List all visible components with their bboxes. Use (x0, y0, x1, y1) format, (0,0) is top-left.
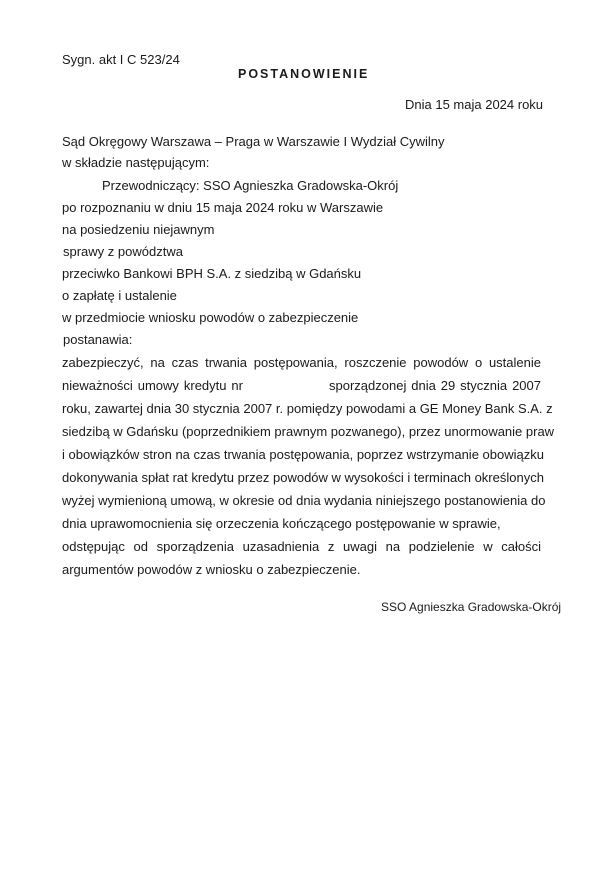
hearing-date-line: po rozpoznaniu w dniu 15 maja 2024 roku w Warszawie (62, 200, 384, 215)
composition-line: w składzie następującym: (62, 155, 210, 170)
defendant-line: przeciwko Bankowi BPH S.A. z siedzibą w Gdańsku (62, 266, 362, 281)
court-name-line: Sąd Okręgowy Warszawa – Praga w Warszawie I Wydział Cywilny (62, 134, 445, 149)
decides-line: postanawia: (63, 332, 133, 347)
judge-signature: SSO Agnieszka Gradowska-Okrój (381, 600, 562, 614)
document-title: POSTANOWIENIE (238, 67, 370, 81)
ruling-line: roku, zawartej dnia 30 stycznia 2007 r. pomiędzy powodami a GE Money Bank S.A. z (62, 401, 553, 416)
ruling-line: dokonywania spłat rat kredytu przez powodów w wysokości i terminach określonych (62, 470, 544, 485)
session-type-line: na posiedzeniu niejawnym (62, 222, 215, 237)
date-line: Dnia 15 maja 2024 roku (405, 97, 544, 112)
ruling-text-fragment: sporządzonej dnia 29 stycznia 2007 (329, 378, 541, 393)
ruling-line: wyżej wymienioną umową, w okresie od dnia wydania niniejszego postanowienia do (62, 493, 546, 508)
claim-line: sprawy z powództwa (63, 244, 183, 259)
case-signature: Sygn. akt I C 523/24 (62, 52, 180, 67)
presiding-judge-line: Przewodniczący: SSO Agnieszka Gradowska-Okrój (102, 178, 399, 193)
ruling-line (62, 378, 541, 394)
ruling-line: argumentów powodów z wniosku o zabezpieczenie. (62, 562, 361, 577)
ruling-line: i obowiązków stron na czas trwania postępowania, poprzez wstrzymanie obowiązku (62, 447, 544, 462)
ruling-text-fragment: nieważności umowy kredytu nr (62, 378, 243, 393)
motion-line: w przedmiocie wniosku powodów o zabezpieczenie (62, 310, 359, 325)
ruling-line: siedzibą w Gdańsku (poprzednikiem prawnym pozwanego), przez unormowanie praw (62, 424, 555, 439)
ruling-line: dnia uprawomocnienia się orzeczenia kończącego postępowanie w sprawie, (62, 516, 501, 531)
subject-line: o zapłatę i ustalenie (62, 288, 177, 303)
ruling-line: odstępując od sporządzenia uzasadnienia z uwagi na podzielenie w całości (62, 539, 541, 554)
ruling-line: zabezpieczyć, na czas trwania postępowania, roszczenie powodów o ustalenie (62, 355, 541, 370)
